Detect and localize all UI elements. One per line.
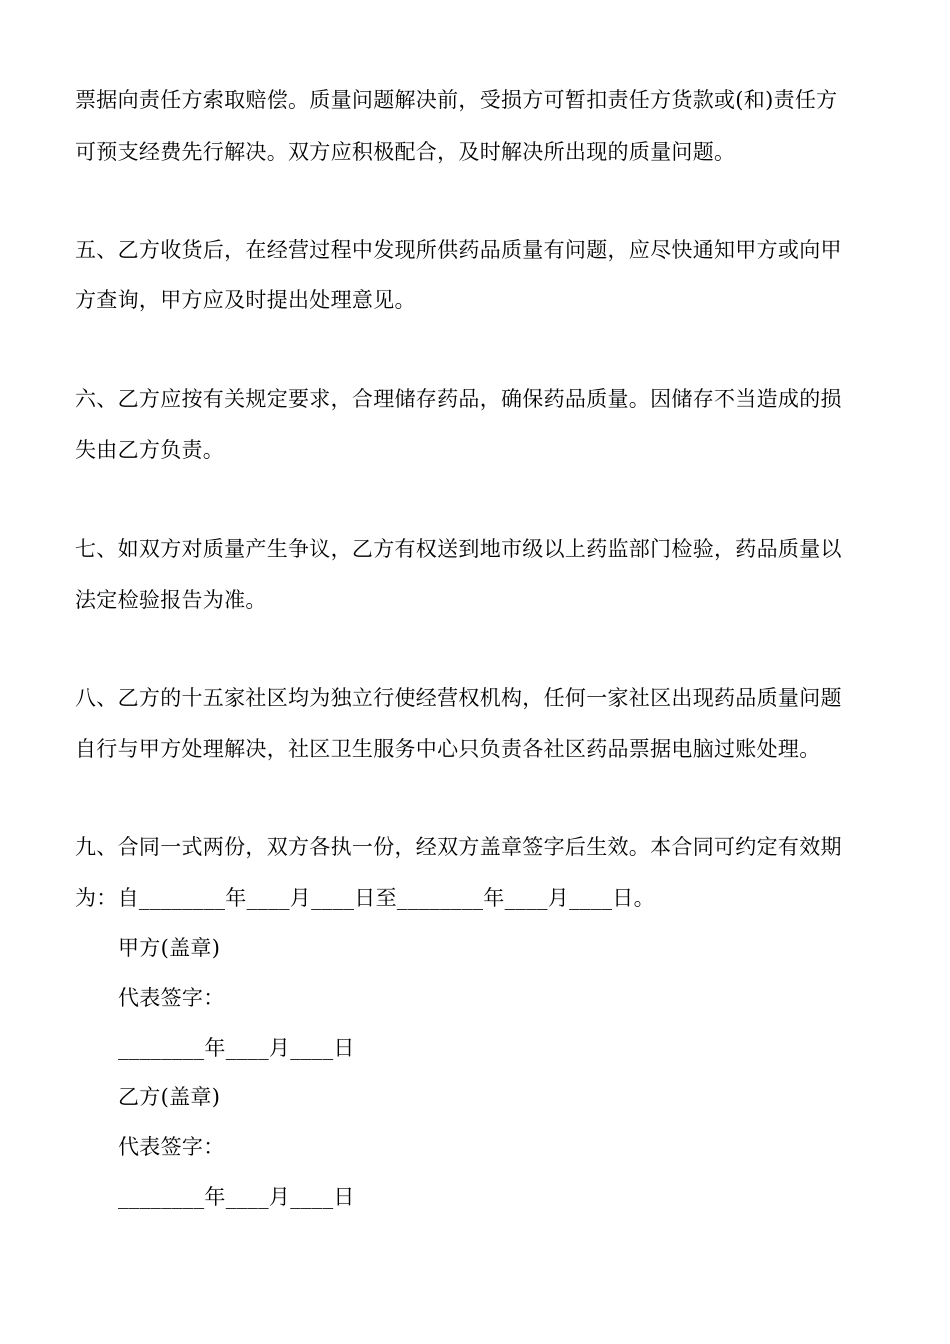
party-a-date-line: ________年____月____日 xyxy=(118,1036,355,1060)
clause-5-line-1: 五、乙方收货后，在经营过程中发现所供药品质量有问题，应尽快通知甲方或向甲 xyxy=(75,238,842,262)
clause-6-line-1: 六、乙方应按有关规定要求，合理储存药品，确保药品质量。因储存不当造成的损 xyxy=(75,387,842,411)
party-a-representative-label: 代表签字： xyxy=(118,986,225,1010)
party-a-seal-label: 甲方(盖章) xyxy=(118,936,221,960)
clause-6-line-2: 失由乙方负责。 xyxy=(75,438,225,462)
party-b-seal-label: 乙方(盖章) xyxy=(118,1085,221,1109)
paragraph-continuation-line-2: 可预支经费先行解决。双方应积极配合，及时解决所出现的质量问题。 xyxy=(75,140,736,164)
clause-5-line-2: 方查询，甲方应及时提出处理意见。 xyxy=(75,288,416,312)
clause-9-line-1: 九、合同一式两份，双方各执一份，经双方盖章签字后生效。本合同可约定有效期 xyxy=(75,835,842,859)
clause-8-line-2: 自行与甲方处理解决，社区卫生服务中心只负责各社区药品票据电脑过账处理。 xyxy=(75,737,821,761)
clause-7-line-2: 法定检验报告为准。 xyxy=(75,588,267,612)
party-b-date-line: ________年____月____日 xyxy=(118,1185,355,1209)
clause-7-line-1: 七、如双方对质量产生争议，乙方有权送到地市级以上药监部门检验，药品质量以 xyxy=(75,537,842,561)
paragraph-continuation-line-1: 票据向责任方索取赔偿。质量问题解决前，受损方可暂扣责任方货款或(和)责任方 xyxy=(75,88,838,112)
clause-9-line-2: 为：自________年____月____日至________年____月____日。 xyxy=(75,886,655,910)
clause-8-line-1: 八、乙方的十五家社区均为独立行使经营权机构，任何一家社区出现药品质量问题 xyxy=(75,686,842,710)
party-b-representative-label: 代表签字： xyxy=(118,1135,225,1159)
